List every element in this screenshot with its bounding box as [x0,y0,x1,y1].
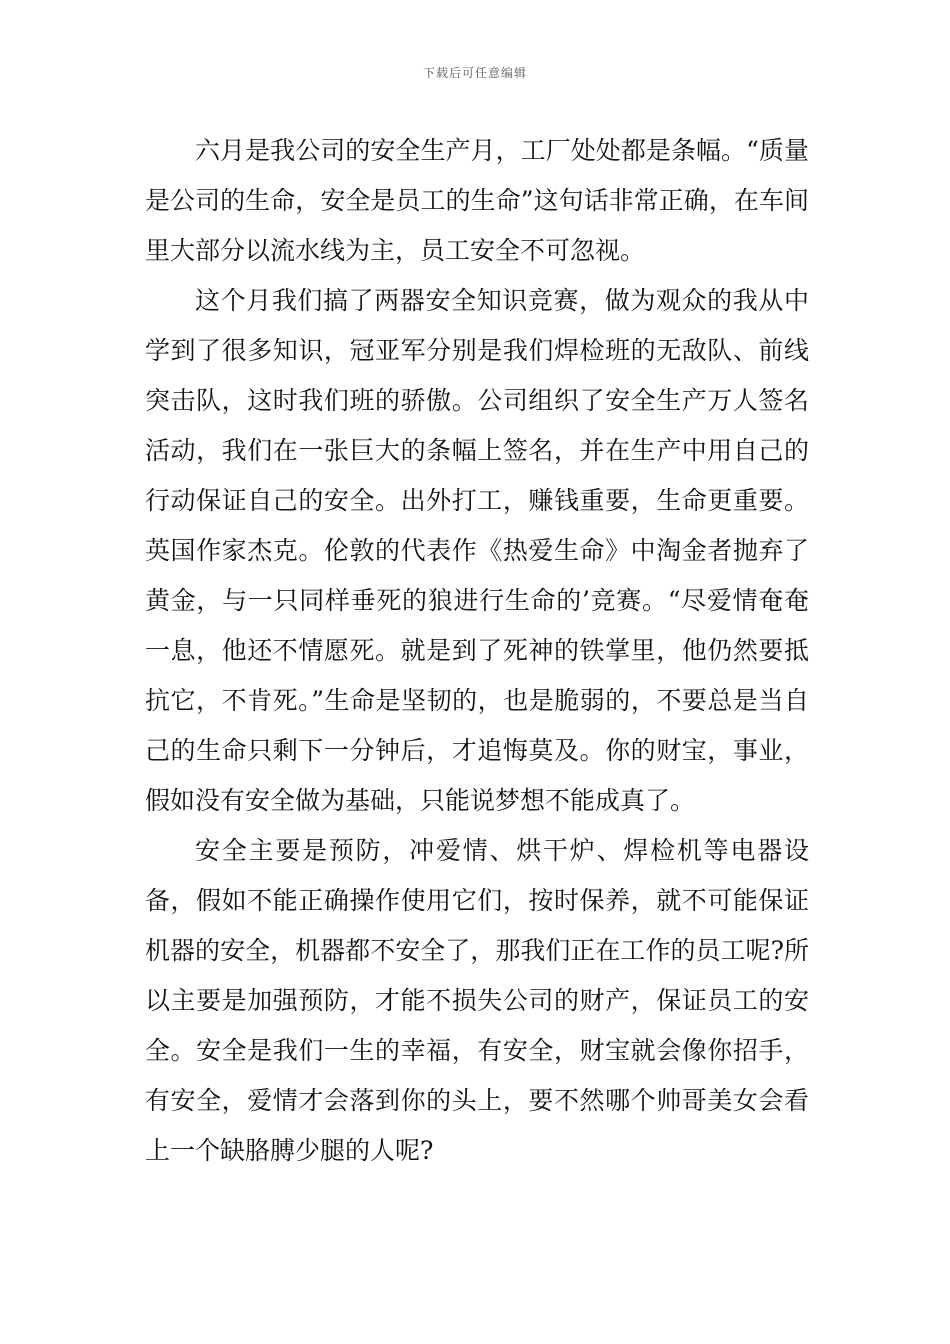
paragraph-3: 安全主要是预防，冲爱情、烘干炉、焊检机等电器设备，假如不能正确操作使用它们，按时保养，就不可能保证机器的安全，机器都不安全了，那我们正在工作的员工呢?所以主要是加强预防，才能不损失公司的财产，保证员工的安全。安全是我们一生的幸福，有安全，财宝就会像你招手，有安全，爱情才会落到你的头上，要不然哪个帅哥美女会看上一个缺胳膊少腿的人呢? [145,836,809,1165]
paragraph-1: 六月是我公司的安全生产月，工厂处处都是条幅。“质量是公司的生命，安全是员工的生命”这句话非常正确，在车间里大部分以流水线为主，员工安全不可忽视。 [145,136,809,265]
paragraph-2: 这个月我们搞了两器安全知识竞赛，做为观众的我从中学到了很多知识，冠亚军分别是我们焊检班的无敌队、前线突击队，这时我们班的骄傲。公司组织了安全生产万人签名活动，我们在一张巨大的条幅上签名，并在生产中用自己的行动保证自己的安全。出外打工，赚钱重要，生命更重要。英国作家杰克。伦敦的代表作《热爱生命》中淘金者抛弃了黄金，与一只同样垂死的狼进行生命的’竞赛。“尽爱情奄奄一息，他还不情愿死。就是到了死神的铁掌里，他仍然要抵抗它，不肯死。”生命是坚韧的，也是脆弱的，不要总是当自己的生命只剩下一分钟后，才追悔莫及。你的财宝，事业，假如没有安全做为基础，只能说梦想不能成真了。 [145,286,809,815]
document-body [145,126,809,1176]
header-note: 下载后可任意编辑 [422,66,527,80]
